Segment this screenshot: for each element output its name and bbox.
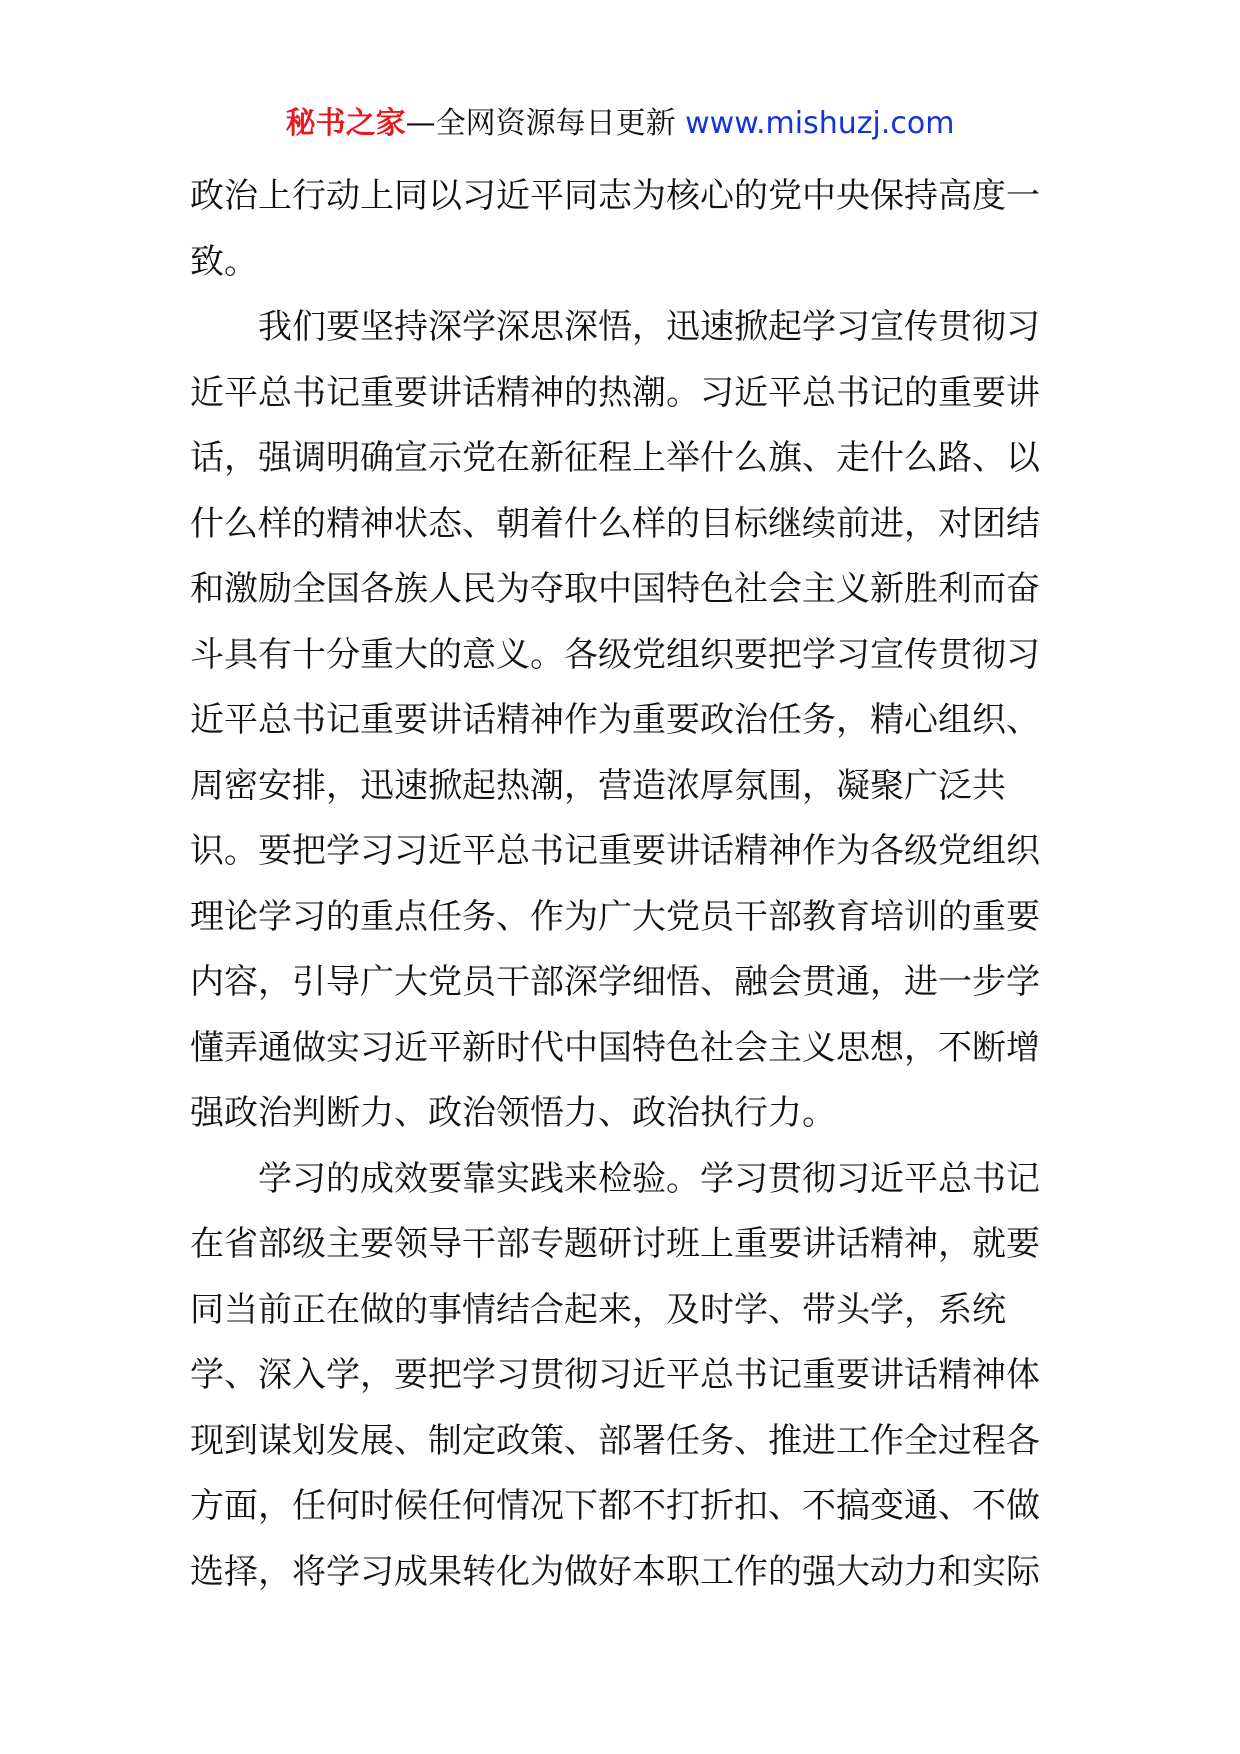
text-line: 斗具有十分重大的意义。各级党组织要把学习宣传贯彻习 [190,634,1040,675]
site-url[interactable]: www.mishuzj.com [685,106,955,141]
text-line: 我们要坚持深学深思深悟，迅速掀起学习宣传贯彻习 [190,307,1040,347]
text-line: 在省部级主要领导干部专题研讨班上重要讲话精神，就要 [190,1224,1040,1264]
text-line: 什么样的精神状态、朝着什么样的目标继续前进，对团结 [190,503,1040,544]
text-line: 同当前正在做的事情结合起来，及时学、带头学，系统 [190,1289,1006,1330]
text-line: 懂弄通做实习近平新时代中国特色社会主义思想，不断增 [190,1027,1040,1068]
text-line: 选择，将学习成果转化为做好本职工作的强大动力和实际 [190,1551,1040,1592]
header-tagline: —全网资源每日更新 [405,106,676,141]
text-line: 周密安排，迅速掀起热潮，营造浓厚氛围，凝聚广泛共 [190,765,1006,806]
text-line: 理论学习的重点任务、作为广大党员干部教育培训的重要 [190,896,1040,937]
text-line: 识。要把学习习近平总书记重要讲话精神作为各级党组织 [190,831,1040,871]
brand-name: 秘书之家 [285,106,406,141]
text-line: 学习的成效要靠实践来检验。学习贯彻习近平总书记 [190,1158,1040,1199]
text-line: 内容，引导广大党员干部深学细悟、融会贯通，进一步学 [190,962,1040,1002]
text-line: 强政治判断力、政治领悟力、政治执行力。 [190,1093,836,1133]
text-line: 近平总书记重要讲话精神的热潮。习近平总书记的重要讲 [190,372,1040,413]
text-line: 近平总书记重要讲话精神作为重要政治任务，精心组织、 [190,700,1040,740]
text-line: 话，强调明确宣示党在新征程上举什么旗、走什么路、以 [190,438,1040,478]
text-line: 致。 [190,241,258,282]
text-line: 和激励全国各族人民为夺取中国特色社会主义新胜利而奋 [190,569,1040,609]
site-header [0,104,1240,144]
text-line: 现到谋划发展、制定政策、部署任务、推进工作全过程各 [190,1420,1040,1461]
document-body [190,164,1062,1605]
text-line: 方面，任何时候任何情况下都不打折扣、不搞变通、不做 [190,1486,1040,1526]
text-line: 政治上行动上同以习近平同志为核心的党中央保持高度一 [190,176,1040,216]
text-line: 学、深入学，要把学习贯彻习近平总书记重要讲话精神体 [190,1355,1040,1395]
